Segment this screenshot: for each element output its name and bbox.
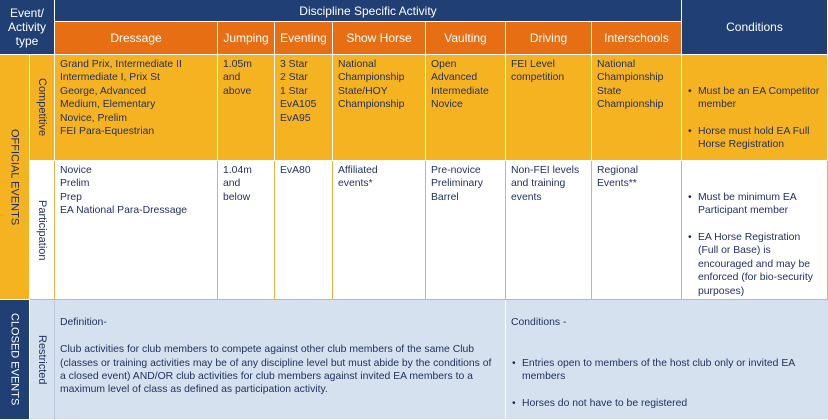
discipline-driving: Driving <box>506 22 592 55</box>
competitive-interschools: National Championship State Championship <box>592 55 682 161</box>
participation-dressage: Novice Prelim Prep EA National Para-Dressage <box>55 161 218 300</box>
competitive-eventing: 3 Star 2 Star 1 Star EvA105 EvA95 <box>275 55 333 161</box>
discipline-show-horse: Show Horse <box>333 22 426 55</box>
condition-item: • Horse must hold EA Full Horse Registration <box>687 125 822 152</box>
participation-conditions-list <box>687 177 822 300</box>
participation-jumping: 1.04m and below <box>218 161 275 300</box>
conditions-header: Conditions <box>682 0 828 55</box>
competitive-conditions <box>682 55 828 161</box>
condition-item: • Must be minimum EA Participant member <box>687 191 822 218</box>
discipline-vaulting: Vaulting <box>426 22 506 55</box>
restricted-conditions-list <box>511 343 823 420</box>
participation-show-horse: Affiliated events* <box>333 161 426 300</box>
condition-item: • EA Horse Registration (Full or Base) is encouraged and may be enforced (for bio-security purposes) <box>687 231 822 298</box>
discipline-dressage: Dressage <box>55 22 218 55</box>
competitive-dressage: Grand Prix, Intermediate II Intermediate I, Prix St George, Advanced Medium, Elementary Novice, Prelim FEI Para-Equestrian <box>55 55 218 161</box>
definition-text: Club activities for club members to compete against other club members of the same Club (classes or training activities may be of any discipline level but must abide by the conditions of a closed event) AND/OR club activities for club members against invited EA members to a maximum level of class as defined as participation activity. <box>60 344 492 396</box>
participation-eventing: EvA80 <box>275 161 333 300</box>
competitive-vaulting: Open Advanced Intermediate Novice <box>426 55 506 161</box>
participation-interschools: Regional Events** <box>592 161 682 300</box>
restricted-conditions-title: Conditions - <box>511 317 567 329</box>
closed-events-label: CLOSED EVENTS <box>0 300 30 420</box>
definition-title: Definition- <box>60 317 107 329</box>
row-label-competitive: Competitive <box>30 55 55 161</box>
competitive-driving: FEI Level competition <box>506 55 592 161</box>
condition-item: • Horses do not have to be registered <box>511 397 823 410</box>
row-label-restricted: Restricted <box>30 300 55 420</box>
discipline-specific-header: Discipline Specific Activity <box>55 0 682 22</box>
participation-conditions <box>682 161 828 300</box>
condition-item: • Must be an EA Competitor member <box>687 85 822 112</box>
participation-vaulting: Pre-novice Preliminary Barrel <box>426 161 506 300</box>
discipline-eventing: Eventing <box>275 22 333 55</box>
competitive-jumping: 1.05m and above <box>218 55 275 161</box>
row-label-participation: Participation <box>30 161 55 300</box>
participation-driving: Non-FEI levels and training events <box>506 161 592 300</box>
competitive-conditions-list <box>687 71 822 161</box>
official-events-label: OFFICIAL EVENTS <box>0 55 30 300</box>
discipline-jumping: Jumping <box>218 22 275 55</box>
restricted-conditions <box>506 300 828 420</box>
discipline-interschools: Interschools <box>592 22 682 55</box>
event-type-header: Event/ Activity type <box>0 0 55 55</box>
competitive-show-horse: National Championship State/HOY Championship <box>333 55 426 161</box>
condition-item: • Entries open to members of the host club only or invited EA members <box>511 357 823 384</box>
restricted-definition <box>55 300 506 420</box>
